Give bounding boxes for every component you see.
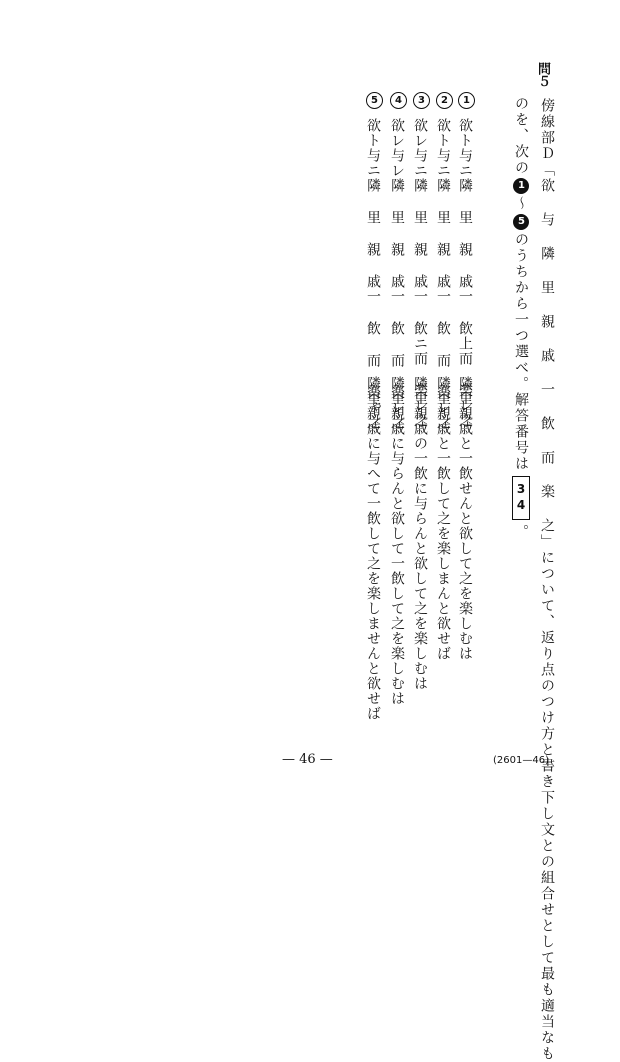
choice-number: 4 [390,92,407,109]
question-line2-post: のうちから一つ選べ。解答番号は [513,232,529,472]
range-end-num: 5 [513,214,529,230]
choice-reading: 隣里親戚に与へて一飲して之を楽しませんと欲せば [365,376,381,721]
answer-number-box[interactable]: 34 [512,476,530,520]
question-line2-end: 。 [513,524,529,540]
choice-reading: 隣里親戚に与らんと欲して一飲して之を楽しむは [389,376,405,706]
choice-number: 1 [458,92,475,109]
choice-number: 5 [366,92,383,109]
choice-reading: 隣里親戚の一飲に与らんと欲して之を楽しむは [412,376,428,691]
question-line2-pre: のを、次の [513,96,529,176]
choice-kanbun: 欲レ与ニ隣 里 親 戚一 飲ニ而 楽レ之 [412,118,428,428]
range-separator: 〜 [513,196,529,212]
range-start-num: 1 [513,178,529,194]
choice-number: 2 [436,92,453,109]
question-label: 問５ [535,62,550,88]
choice-reading: 隣里親戚と一飲して之を楽しまんと欲せば [435,376,451,661]
choice-kanbun: 欲ト与ニ隣 里 親 戚一 飲 而 楽レ之 [435,118,451,430]
document-code: (2601—46) [493,755,549,766]
choice-kanbun: 欲ト与ニ隣 里 親 戚一 飲 而 楽ゃ之 [365,118,381,430]
choice-kanbun: 欲レ与レ隣 里 親 戚一 飲 而 楽レ之 [389,118,405,430]
choice-reading: 隣里親戚と一飲せんと欲して之を楽しむは [457,376,473,661]
question-text-line2 [512,96,530,540]
page-number: — 46 — [282,752,333,767]
choice-number: 3 [413,92,430,109]
choice-kanbun: 欲ト与ニ隣 里 親 戚一 飲上而 楽レ之 [457,118,473,428]
question-text-line1: 傍線部Ｄ「欲 与 隣 里 親 戚 一 飲 而 楽 之」について、返り点のつけ方と書き下し文との組合せとして最も適当なも [539,98,555,1062]
